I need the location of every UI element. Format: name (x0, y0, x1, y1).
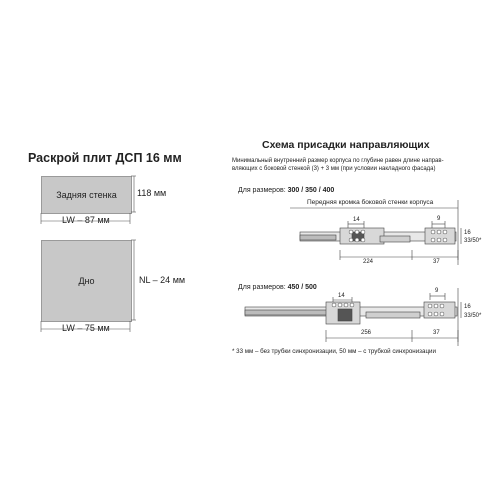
s1-dim-9: 9 (437, 216, 441, 222)
s1-dim-37: 37 (433, 259, 440, 265)
cutting-title: Раскрой плит ДСП 16 мм (28, 151, 182, 165)
scheme-desc-2: вляющих с боковой стенкой (3) + 3 мм (при условии накладного фасада) (232, 166, 436, 172)
back-panel-width: LW – 87 мм (62, 215, 110, 225)
section1-sizes: 300 / 350 / 400 (287, 187, 335, 194)
section2-sizes: 450 / 500 (287, 284, 317, 291)
section2-prefix: Для размеров: (238, 284, 288, 291)
s2-dim-16: 16 (464, 304, 471, 310)
s1-dim-3350: 33/50* (464, 238, 482, 244)
s2-dim-256: 256 (361, 330, 372, 336)
slide-diagram-1 (290, 200, 461, 265)
scheme-title: Схема присадки направляющих (262, 139, 430, 151)
back-panel-label: Задняя стенка (56, 190, 117, 200)
bottom-panel-height: NL – 24 мм (139, 275, 186, 285)
back-panel-height: 118 мм (137, 188, 167, 198)
bottom-panel-label: Дно (78, 276, 95, 286)
bottom-panel-width: LW – 75 мм (62, 323, 110, 333)
s2-dim-3350: 33/50* (464, 313, 482, 319)
section2-label (238, 284, 317, 291)
s1-dim-224: 224 (363, 259, 374, 265)
s2-dim-14: 14 (338, 293, 345, 299)
footnote: * 33 мм – без трубки синхронизации, 50 мм – с трубкой синхронизации (232, 348, 436, 355)
slide-diagram-2 (245, 288, 461, 346)
front-edge-label: Передняя кромка боковой стенки корпуса (307, 199, 434, 206)
s2-dim-9: 9 (435, 288, 439, 294)
section1-label (238, 187, 334, 194)
s1-dim-16: 16 (464, 230, 471, 236)
section1-prefix: Для размеров: (238, 187, 288, 194)
s2-dim-37: 37 (433, 330, 440, 336)
scheme-desc-1: Минимальный внутренний размер корпуса по глубине равен длине направ- (232, 158, 444, 164)
s1-dim-14: 14 (353, 217, 360, 223)
